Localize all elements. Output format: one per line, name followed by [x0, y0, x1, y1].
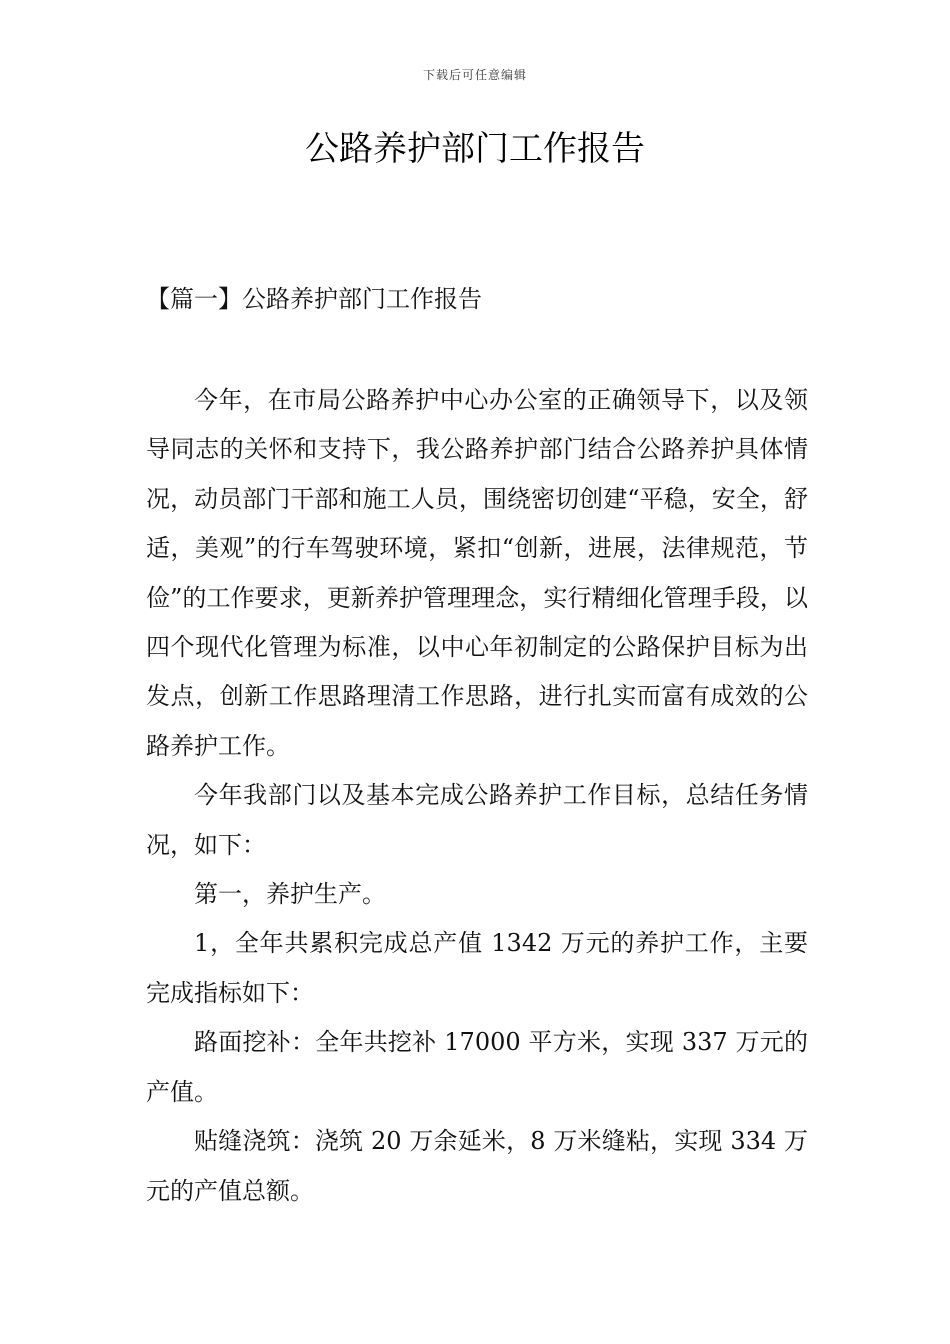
- paragraph-road-patching: 路面挖补：全年共挖补 17000 平方米，实现 337 万元的产值。: [146, 1028, 808, 1106]
- paragraph-total-output: 1，全年共累积完成总产值 1342 万元的养护工作，主要完成指标如下：: [146, 929, 808, 1007]
- paragraph-summary: 今年我部门以及基本完成公路养护工作目标，总结任务情况，如下：: [146, 781, 808, 859]
- section-heading: 【篇一】公路养护部门工作报告: [146, 285, 482, 313]
- header-note: 下载后可任意编辑: [422, 68, 527, 82]
- paragraph-intro: 今年，在市局公路养护中心办公室的正确领导下，以及领导同志的关怀和支持下，我公路养护部门结合公路养护具体情况，动员部门干部和施工人员，围绕密切创建“平稳，安全，舒适，美观”的行车驾驶环境，紧扣“创新，进展，法律规范，节俭”的工作要求，更新养护管理理念，实行精细化管理手段，以四个现代化管理为标准，以中心年初制定的公路保护目标为出发点，创新工作思路理清工作思路，进行扎实而富有成效的公路养护工作。: [146, 386, 808, 760]
- paragraph-section-one: 第一，养护生产。: [194, 880, 386, 909]
- document-body: [146, 376, 808, 1216]
- document-title: 公路养护部门工作报告: [305, 129, 645, 169]
- paragraph-crack-sealing: 贴缝浇筑：浇筑 20 万余延米，8 万米缝粘，实现 334 万元的产值总额。: [146, 1127, 808, 1205]
